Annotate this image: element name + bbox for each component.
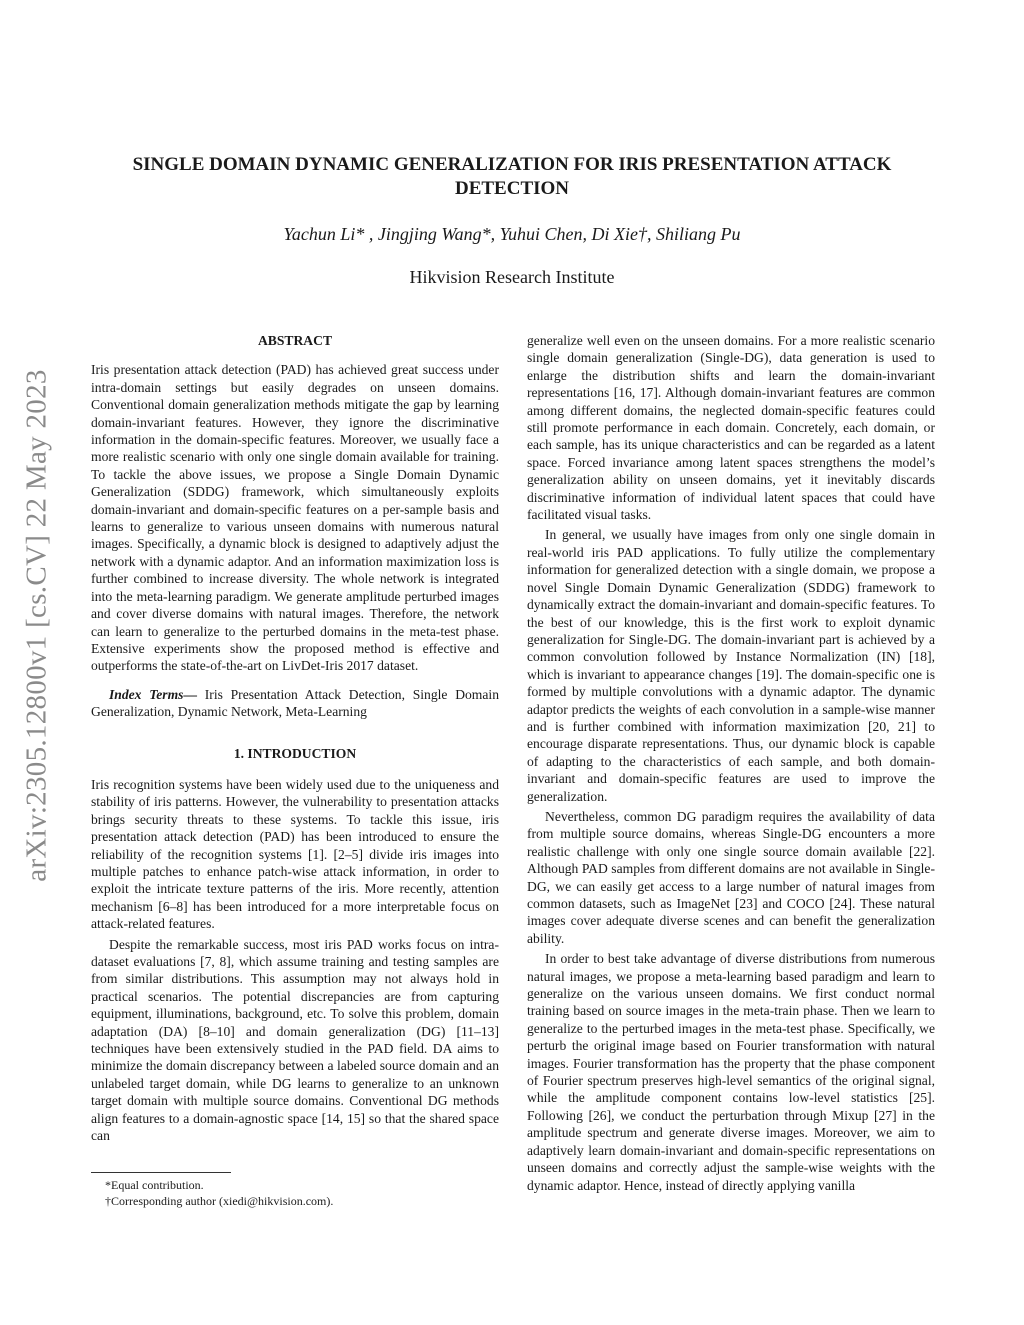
right-column xyxy=(527,332,935,1194)
arxiv-stamp xyxy=(12,345,62,905)
footnote-corresponding-author: †Corresponding author (xiedi@hikvision.com). xyxy=(105,1194,334,1208)
right-paragraph-4: In order to best take advantage of diverse distributions from numerous natural images, we propose a meta-learning based paradigm and learn to generalize on the various unseen domains. We first conduct normal training based on source images in the meta-train phase. Then we learn to generalize to the perturbed images in the meta-test phase. Specifically, we perturb the original image based on Fourier transformation with natural images. Fourier transformation has the property that the phase component of Fourier spectrum preserves high-level semantics of the original signal, while the amplitude component contains low-level statistics [25]. Following [26], we conduct the perturbation through Mixup [27] in the amplitude spectrum and generate diverse images. Moreover, we aim to adaptively learn domain-invariant and domain-specific representations on unseen domains and correctly adjust the sample-wise weights with the dynamic adaptor. Hence, instead of directly applying vanilla xyxy=(527,951,935,1193)
paper-title: SINGLE DOMAIN DYNAMIC GENERALIZATION FOR IRIS PRESENTATION ATTACK DETECTION xyxy=(132,154,892,199)
affiliation: Hikvision Research Institute xyxy=(409,267,615,287)
footnote-rule xyxy=(91,1172,231,1173)
abstract-heading: ABSTRACT xyxy=(257,333,333,348)
author-list: Yachun Li* , Jingjing Wang*, Yuhui Chen, Di Xie†, Shiliang Pu xyxy=(283,224,741,244)
right-paragraph-3: Nevertheless, common DG paradigm requires the availability of data from multiple source domains, whereas Single-DG encounters a more realistic challenge with only one single source domain available [22]. Although PAD samples from different domains are not available in Single-DG, we can easily get access to a large number of natural images from common datasets, such as ImageNet [23] and COCO [24]. These natural images cover adequate diverse scenes and can benefit the generalization ability. xyxy=(527,808,935,946)
index-terms xyxy=(91,686,499,721)
footnotes xyxy=(91,1172,499,1209)
index-terms-text: Iris Presentation Attack Detection, Single Domain Generalization, Dynamic Network, Meta-Learning xyxy=(91,686,499,720)
abstract-text: Iris presentation attack detection (PAD) has achieved great success under intra-domain settings but easily degrades on unseen domains. Conventional domain generalization methods mitigate the gap by learning domain-invariant features. However, they ignore the discriminative information in the domain-specific features. Moreover, we usually face a more realistic scenario with only one single domain available for training. To tackle the above issues, we propose a Single Domain Dynamic Generalization (SDDG) framework, which simultaneously exploits domain-invariant and domain-specific features on a per-sample basis and learns to generalize to various unseen domains with numerous natural images. Specifically, a dynamic block is designed to adaptively adjust the network with a dynamic adaptor. And an information maximization loss is further combined to increase diversity. The whole network is integrated into the meta-learning paradigm. We generate amplitude perturbed images and cover diverse domains with natural images. Therefore, the network can learn to generalize to the perturbed domains in the meta-test phase. Extensive experiments show the proposed method is effective and outperforms the state-of-the-art on LivDet-Iris 2017 dataset. xyxy=(91,362,499,674)
arxiv-id: arXiv:2305.12800v1 [cs.CV] 22 May 2023 xyxy=(20,368,53,882)
intro-paragraph-1: Iris recognition systems have been widely used due to the uniqueness and stability of iris patterns. However, the vulnerability to presentation attacks brings security threats to these systems. To tackle this issue, iris presentation attack detection (PAD) has been introduced to ensure the reliability of the recognition systems [1]. [2–5] divide iris images into multiple patches to enhance patch-wise attack information, in order to exploit the intricate texture patterns of the iris. More recently, attention mechanism [6–8] has been introduced for a more interpretable focus on attack-related features. xyxy=(91,776,499,932)
index-terms-label: Index Terms— xyxy=(109,686,198,702)
footnote-equal-contribution: *Equal contribution. xyxy=(105,1178,204,1192)
right-paragraph-1: generalize well even on the unseen domains. For a more realistic scenario single domain generalization (Single-DG), data generation is used to enlarge the distribution shifts and learn the domain-invariant representations [16, 17]. Although domain-invariant features are common among different domains, the neglected domain-specific features could still promote performance in each domain. Concretely, each domain, or each sample, has its unique characteristics and can be regarded as a latent space. Forced invariance among latent spaces strengthens the model’s generalization ability on unseen domains, yet it inevitably discards discriminative information of individual latent spaces that could have facilitated visual tasks. xyxy=(527,333,935,523)
intro-paragraph-2: Despite the remarkable success, most iris PAD works focus on intra-dataset evaluations [7, 8], which assume training and testing samples are from similar distributions. This assumption may not always hold in practical scenarios. The potential discrepancies are from capturing equipment, illuminations, background, etc. To solve this problem, domain adaptation (DA) [8–10] and domain generalization (DG) [11–13] techniques have been extensively studied in the PAD field. DA aims to minimize the domain discrepancy between a labeled source domain and an unlabeled target domain, while DG learns to generalize to an unknown target domain with multiple source domains. Conventional DG methods align features to a domain-agnostic space [14, 15] so that the shared space can xyxy=(91,936,499,1144)
introduction-heading: 1. INTRODUCTION xyxy=(233,745,357,761)
left-column xyxy=(91,332,499,1144)
right-paragraph-2: In general, we usually have images from only one single domain in real-world iris PAD applications. To fully utilize the complementary information for generalized detection with a single domain, we propose a novel Single Domain Dynamic Generalization (SDDG) framework to dynamically extract the domain-invariant and domain-specific features. To the best of our knowledge, this is the first work to exploit dynamic generalization for Single-DG. The domain-invariant part is achieved by a common convolution followed by Instance Normalization (IN) [18], which is invariant to appearance changes [19]. The domain-specific one is formed by multiple convolutions with a dynamic adaptor. The dynamic adaptor predicts the weights of each convolution in a sample-wise manner and is further combined with information maximization [20, 21] to encourage disparate representations. Thus, our dynamic block is capable of adapting to the characteristics of each sample, and both domain-invariant and domain-specific features are used to improve the generalization. xyxy=(527,527,935,804)
